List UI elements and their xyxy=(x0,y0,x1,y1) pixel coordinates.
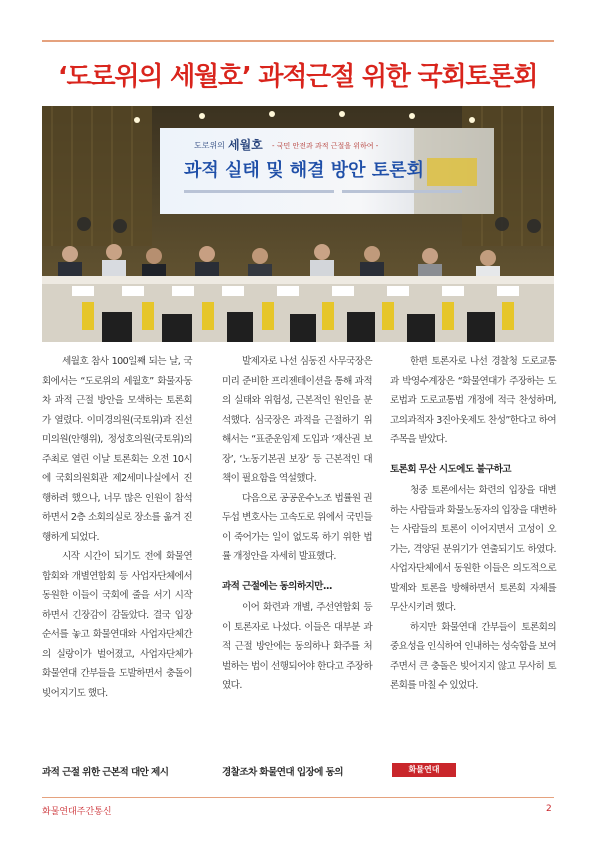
column-1-bottom-heading: 과적 근절 위한 근본적 대안 제시 xyxy=(42,767,169,778)
banner-small-title: 세월호 xyxy=(228,138,263,152)
forum-photo xyxy=(42,106,554,342)
publisher-stamp: 화물연대 xyxy=(392,763,456,777)
banner-small-prefix: 도로위의 xyxy=(194,141,225,150)
subheading: 과적 근절에는 동의하지만... xyxy=(222,580,332,592)
footer-rule xyxy=(42,797,554,798)
paragraph: 이어 화련과 개별, 주선연합회 등이 토론자로 나섰다. 이들은 대부분 과적 근절 방안에는 동의하나 화주를 처벌하는 법이 선행되어야 한다고 주장하였다. xyxy=(222,602,372,691)
paragraph: 한편 토론자로 나선 경찰청 도로교통과 박영수계장은 “화물연대가 주장하는 도로법과 도로교통법 개정에 적극 찬성하며, 고의과적자 3진아웃제도 찬성”한다고 하여 주목을 받았다. xyxy=(390,356,556,445)
paragraph: 시작 시간이 되기도 전에 화물연합회와 개별연합회 등 사업자단체에서 동원한 이들이 국회에 줄을 서기 시작하면서 긴장감이 감돌았다. 결국 입장 순서를 놓고 화물연대와 사업자단체간의 실랑이가 벌어졌고, 사업자단체가 화물연대 간부들을 도발하면서 충돌이 빚어지기도 했다. xyxy=(42,551,192,699)
footer-page-number: 2 xyxy=(546,804,552,814)
column-2-bottom-heading: 경찰조차 화물연대 입장에 동의 xyxy=(222,767,343,778)
top-rule xyxy=(42,40,554,42)
column-2 xyxy=(222,352,372,696)
paragraph: 발제자로 나선 심동진 사무국장은 미리 준비한 프리젠테이션을 통해 과적의 실태와 위험성, 근본적인 원인을 분석했다. 심국장은 과적을 근절하기 위해서는 “표준운임제 도입과 ‘재산권 보장’, ‘노동기본권 보장’ 등 근본적인 대책이 필요함을 역설했다. xyxy=(222,356,372,484)
paragraph: 세월호 참사 100일째 되는 날, 국회에서는 “도로위의 세월호” 화물자동차 과적 근절 방안을 모색하는 토론회가 열렸다. 이미경의원(국토위)과 진선미의원(안행위), 정성호의원(국토위)의 주최로 열린 이날 토론회는 오전 10시에 국회의원회관 제2세미나실에서 진행하려 했으나, 너무 많은 인원이 참석하면서 2층 소회의실로 장소를 옮겨 진행하게 되었다. xyxy=(42,356,192,543)
banner-small-sub: - 국민 안전과 과적 근절을 위하여 - xyxy=(272,142,379,150)
column-3 xyxy=(390,352,556,696)
forum-photo-illustration xyxy=(42,106,554,342)
paragraph: 청중 토론에서는 화련의 입장을 대변하는 사람들과 화물노동자의 입장을 대변하는 사람들의 토론이 이어지면서 고성이 오가는, 격양된 분위기가 연출되기도 하였다. 사업자단체에서 동원한 이들은 의도적으로 발제와 토론을 방해하면서 토론회 자체를 무산시키려 했다. xyxy=(390,485,556,613)
subheading: 토론회 무산 시도에도 불구하고 xyxy=(390,463,511,475)
paragraph: 다음으로 공공운수노조 법률원 권두섭 변호사는 고속도로 위에서 국민들이 죽어가는 일이 없도록 하기 위한 법률 개정안을 자세히 발표했다. xyxy=(222,492,372,562)
headline: ‘도로위의 세월호’ 과적근절 위한 국회토론회 xyxy=(57,62,538,92)
footer-publication: 화물연대주간통신 xyxy=(42,807,112,817)
paragraph: 하지만 화물연대 간부들이 토론회의 중요성을 인식하여 인내하는 성숙함을 보여주면서 큰 충돌은 빚어지지 않고 무사히 토론회를 마칠 수 있었다. xyxy=(390,621,556,691)
column-1 xyxy=(42,352,192,703)
banner-main-title: 과적 실태 및 해결 방안 토론회 xyxy=(184,160,424,181)
